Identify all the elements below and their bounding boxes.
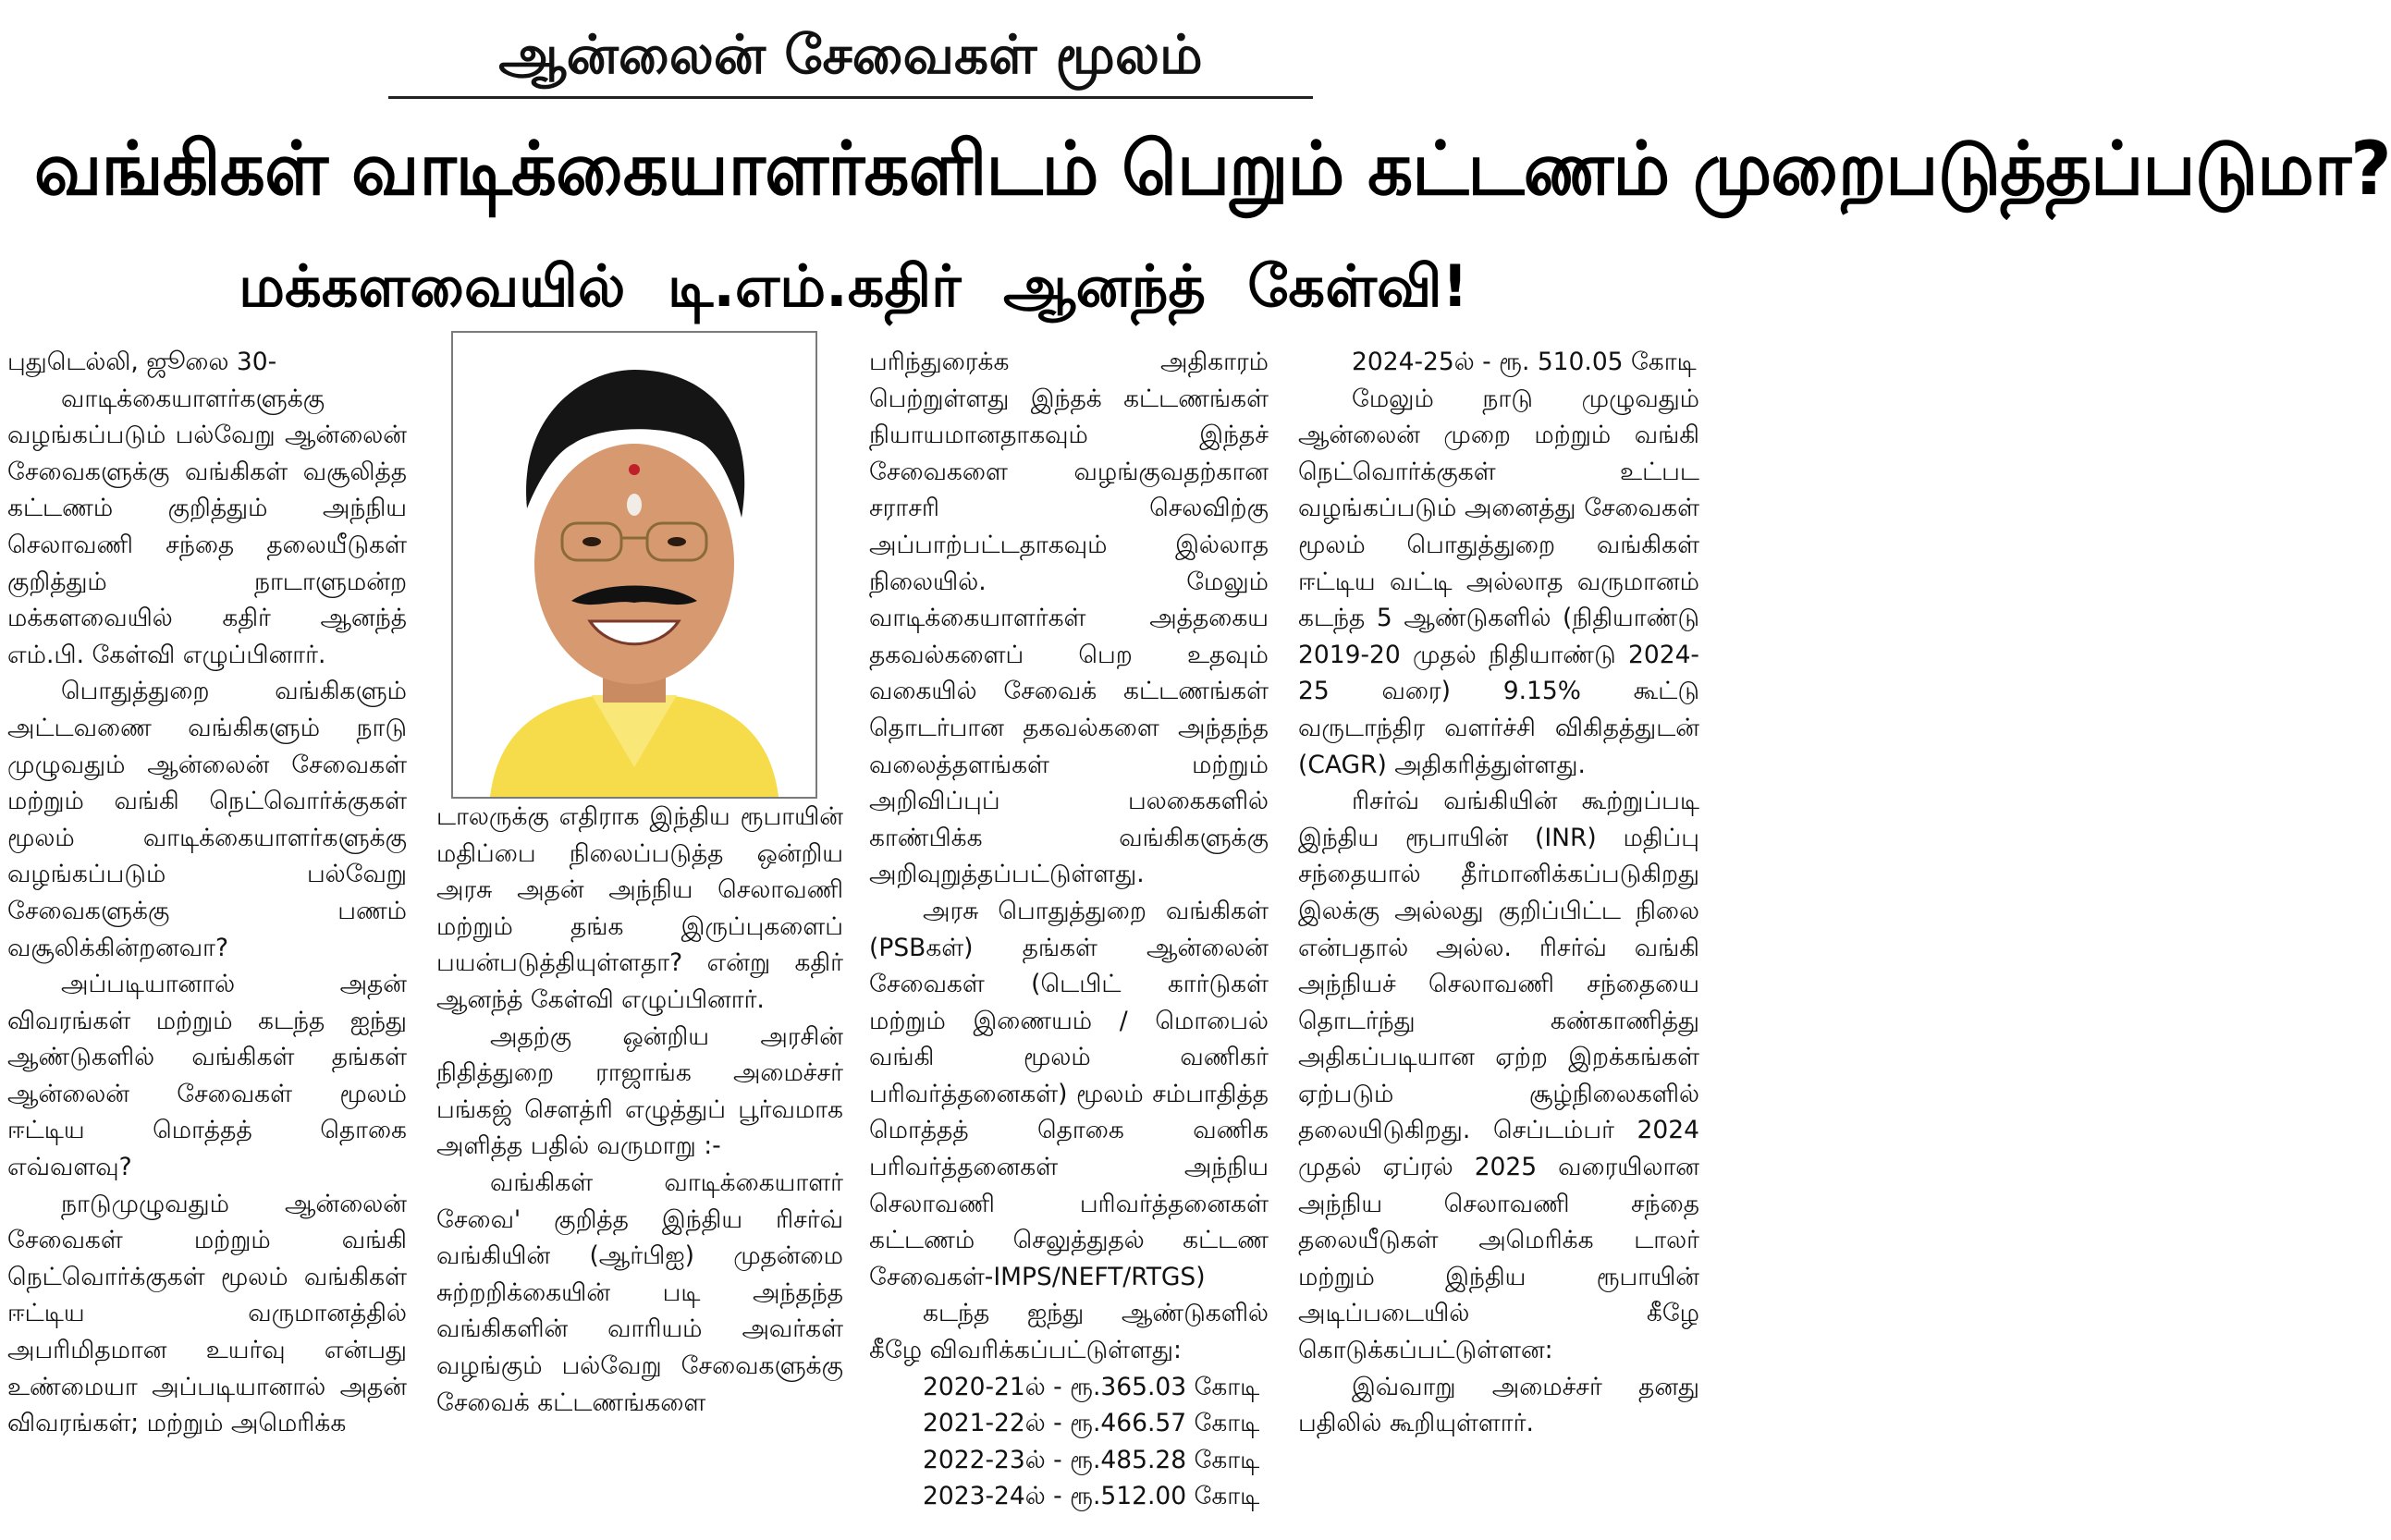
article-column-3 — [869, 344, 1269, 1536]
dateline: புதுடெல்லி, ஜூலை 30- — [7, 348, 277, 376]
revenue-list-item: 2023-24ல் - ரூ.512.00 கோடி — [923, 1482, 1260, 1511]
revenue-list-item: 2024-25ல் - ரூ. 510.05 கோடி — [1352, 348, 1697, 376]
revenue-list-item: 2020-21ல் - ரூ.365.03 கோடி — [923, 1372, 1260, 1401]
portrait-illustration — [453, 333, 815, 797]
paragraph: டாலருக்கு எதிராக இந்திய ரூபாயின் மதிப்பை நிலைப்படுத்த ஒன்றிய அரசு அதன் அந்நிய செலாவணி மற்றும் தங்க இருப்புகளைப் பயன்படுத்தியுள்ளதா? என்று கதிர் ஆனந்த் கேள்வி எழுப்பினார். — [436, 802, 843, 1014]
paragraph: அதற்கு ஒன்றிய அரசின் நிதித்துறை ராஜாங்க அமைச்சர் பங்கஜ் சௌத்ரி எழுத்துப் பூர்வமாக அளித்த பதில் வருமாறு :- — [436, 1021, 843, 1161]
kicker-title: ஆன்லைன் சேவைகள் மூலம் — [498, 23, 1203, 86]
paragraph: பரிந்துரைக்க அதிகாரம் பெற்றுள்ளது இந்தக் கட்டணங்கள் நியாயமானதாகவும் இந்தச் சேவைகளை வழங்குவதற்கான சராசரி செலவிற்கு அப்பாற்பட்டதாகவும் இல்லாத நிலையில். மேலும் வாடிக்கையாளர்கள் அத்தகைய தகவல்களைப் பெற உதவும் வகையில் சேவைக் கட்டணங்கள் தொடர்பான தகவல்களை அந்தந்த வலைத்தளங்கள் மற்றும் அறிவிப்புப் பலகைகளில் காண்பிக்க வங்கிகளுக்கு அறிவுறுத்தப்பட்டுள்ளது. — [869, 348, 1269, 889]
article-column-4 — [1298, 344, 1699, 1536]
kicker-underline — [388, 96, 1313, 99]
paragraph: மேலும் நாடு முழுவதும் ஆன்லைன் முறை மற்றும் வங்கி நெட்வொர்க்குகள் உட்பட வழங்கப்படும் அனைத்து சேவைகள் மூலம் பொதுத்துறை வங்கிகள் ஈட்டிய வட்டி அல்லாத வருமானம் கடந்த 5 ஆண்டுகளில் (நிதியாண்டு 2019-20 முதல் நிதியாண்டு 2024-25 வரை) 9.15% கூட்டு வருடாந்திர வளர்ச்சி விகிதத்துடன் (CAGR) அதிகரித்துள்ளது. — [1298, 384, 1699, 779]
paragraph: இவ்வாறு அமைச்சர் தனது பதிலில் கூறியுள்ளார். — [1298, 1372, 1699, 1438]
paragraph: அப்படியானால் அதன் விவரங்கள் மற்றும் கடந்த ஐந்து ஆண்டுகளில் வங்கிகள் தங்கள் ஆன்லைன் சேவைகள் மூலம் ஈட்டிய மொத்தத் தொகை எவ்வளவு? — [7, 970, 407, 1182]
paragraph: வாடிக்கையாளர்களுக்கு வழங்கப்படும் பல்வேறு ஆன்லைன் சேவைகளுக்கு வங்கிகள் வசூலித்த கட்டணம் குறித்தும் அந்நிய செலாவணி சந்தை தலையீடுகள் குறித்தும் நாடாளுமன்ற மக்களவையில் கதிர் ஆனந்த் எம்.பி. கேள்வி எழுப்பினார். — [7, 384, 407, 669]
article-column-2 — [436, 799, 843, 1536]
paragraph: அரசு பொதுத்துறை வங்கிகள் (PSBகள்) தங்கள் ஆன்லைன் சேவைகள் (டெபிட் கார்டுகள் மற்றும் இணையம் / மொபைல் வங்கி மூலம் வணிகர் பரிவர்த்தனைகள்) மூலம் சம்பாதித்த மொத்தத் தொகை வணிக பரிவர்த்தனைகள் அந்நிய செலாவணி பரிவர்த்தனைகள் கட்டணம் செலுத்துதல் கட்டண சேவைகள்-IMPS/NEFT/RTGS) — [869, 896, 1269, 1291]
revenue-list-item: 2021-22ல் - ரூ.466.57 கோடி — [923, 1409, 1260, 1438]
portrait-photo — [451, 331, 817, 799]
paragraph: ரிசர்வ் வங்கியின் கூற்றுப்படி இந்திய ரூபாயின் (INR) மதிப்பு சந்தையால் தீர்மானிக்கப்படுகிறது இலக்கு அல்லது குறிப்பிட்ட நிலை என்பதால் அல்ல. ரிசர்வ் வங்கி அந்நியச் செலாவணி சந்தையை தொடர்ந்து கண்காணித்து அதிகப்படியான ஏற்ற இறக்கங்கள் ஏற்படும் சூழ்நிலைகளில் தலையிடுகிறது. செப்டம்பர் 2024 முதல் ஏப்ரல் 2025 வரையிலான அந்நிய செலாவணி சந்தை தலையீடுகள் அமெரிக்க டாலர் மற்றும் இந்திய ரூபாயின் அடிப்படையில் கீழே கொடுக்கப்பட்டுள்ளன: — [1298, 787, 1699, 1365]
headline: வங்கிகள் வாடிக்கையாளர்களிடம் பெறும் கட்டணம் முறைபடுத்தப்படுமா? — [33, 126, 2391, 212]
revenue-list-item: 2022-23ல் - ரூ.485.28 கோடி — [923, 1445, 1260, 1474]
paragraph: பொதுத்துறை வங்கிகளும் அட்டவணை வங்கிகளும் நாடு முழுவதும் ஆன்லைன் சேவைகள் மற்றும் வங்கி நெட்வொர்க்குகள் மூலம் வாடிக்கையாளர்களுக்கு வழங்கப்படும் பல்வேறு சேவைகளுக்கு பணம் வசூலிக்கின்றனவா? — [7, 677, 407, 962]
paragraph: கடந்த ஐந்து ஆண்டுகளில் கீழே விவரிக்கப்பட்டுள்ளது: — [869, 1299, 1269, 1365]
subheadline: மக்களவையில் டி.எம்.கதிர் ஆனந்த் கேள்வி! — [239, 252, 1468, 320]
paragraph: வங்கிகள் வாடிக்கையாளர் சேவை' குறித்த இந்திய ரிசர்வ் வங்கியின் (ஆர்பிஐ) முதன்மை சுற்றறிக்கையின் படி அந்தந்த வங்கிகளின் வாரியம் அவர்கள் வழங்கும் பல்வேறு சேவைகளுக்கு சேவைக் கட்டணங்களை — [436, 1167, 843, 1417]
paragraph: நாடுமுழுவதும் ஆன்லைன் சேவைகள் மற்றும் வங்கி நெட்வொர்க்குகள் மூலம் வங்கிகள் ஈட்டிய வருமானத்தில் அபரிமிதமான உயர்வு என்பது உண்மையா அப்படியானால் அதன் விவரங்கள்; மற்றும் அமெரிக்க — [7, 1189, 407, 1438]
article-column-1 — [7, 344, 407, 1536]
